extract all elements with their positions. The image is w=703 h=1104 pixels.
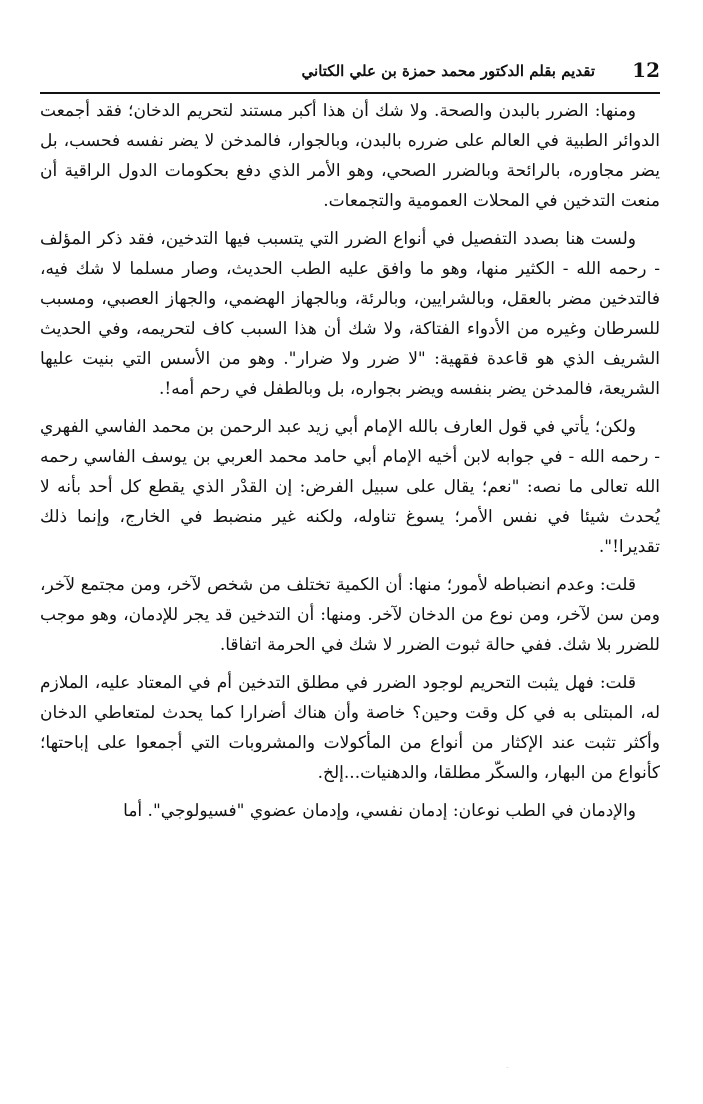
paragraph: والإدمان في الطب نوعان: إدمان نفسي، وإدمان عضوي "فسيولوجي". أما: [123, 801, 636, 821]
page-header: [40, 56, 660, 92]
paragraph: ولست هنا بصدد التفصيل في أنواع الضرر التي يتسبب فيها التدخين، فقد ذكر المؤلف - رحمه الله - الكثير منها، وهو ما وافق عليه الطب الحديث، وصار مسلما لا شك فيه، فالتدخين مضر بالعقل، وبالشرايين، وبالرئة، وبالجهاز الهضمي، والجهاز العصبي، ومسبب للسرطان وغيره من الأدواء الفتاكة، ولا شك أن هذا السبب كاف لتحريمه، وفي الحديث الشريف الذي هو قاعدة فقهية: "لا ضرر ولا ضرار". وهو من الأسس التي بنيت عليها الشريعة، فالمدخن يضر بنفسه ويضر بجواره، بل وبالطفل في رحم أمه!.: [40, 229, 660, 399]
page-number: 12: [632, 58, 660, 82]
paragraph: ولكن؛ يأتي في قول العارف بالله الإمام أبي زيد عبد الرحمن بن محمد الفاسي الفهري - رحمه الله - في جوابه لابن أخيه الإمام أبي حامد محمد العربي بن يوسف الفاسي رحمه الله تعالى ما نصه: "نعم؛ يقال على سبيل الفرض: إن القدْر الذي يقطع كل أحد بأنه لا يُحدث شيئا في نفس الأمر؛ يسوغ تناوله، ولكنه غير منضبط في الخارج، وإنما ذلك تقديرا!".: [40, 417, 660, 557]
body-text: [40, 96, 660, 834]
running-header-title: تقديم بقلم الدكتور محمد حمزة بن علي الكتاني: [301, 62, 595, 80]
paragraph: قلت: فهل يثبت التحريم لوجود الضرر في مطلق التدخين أم في المعتاد عليه، الملازم له، المبتلى به في كل وقت وحين؟ خاصة وأن هناك أضرارا كما يحدث لمتعاطي الدخان وأكثر تثبت عند الإكثار من أنواع من المأكولات والمشروبات التي أجمعوا على إباحتها؛ كأنواع من البهار، والسكّر مطلقا، والدهنيات...إلخ.: [40, 673, 660, 783]
paragraph: ومنها: الضرر بالبدن والصحة. ولا شك أن هذا أكبر مستند لتحريم الدخان؛ فقد أجمعت الدوائر الطبية في العالم على ضرره بالبدن، وبالجوار، فالمدخن لا يضر نفسه فحسب، بل يضر مجاوره، بالرائحة وبالضرر الصحي، وهو الأمر الذي دفع بحكومات الدول الراقية أن منعت التدخين في المحلات العمومية والتجمعات.: [40, 101, 660, 211]
paragraph: قلت: وعدم انضباطه لأمور؛ منها: أن الكمية تختلف من شخص لآخر، ومن مجتمع لآخر، ومن سن لآخر، ومن نوع من الدخان لآخر. ومنها: أن التدخين قد يجر للإدمان، وهو موجب للضرر بلا شك. ففي حالة ثبوت الضرر لا شك في الحرمة اتفاقا.: [40, 575, 660, 655]
header-divider: [40, 92, 660, 94]
